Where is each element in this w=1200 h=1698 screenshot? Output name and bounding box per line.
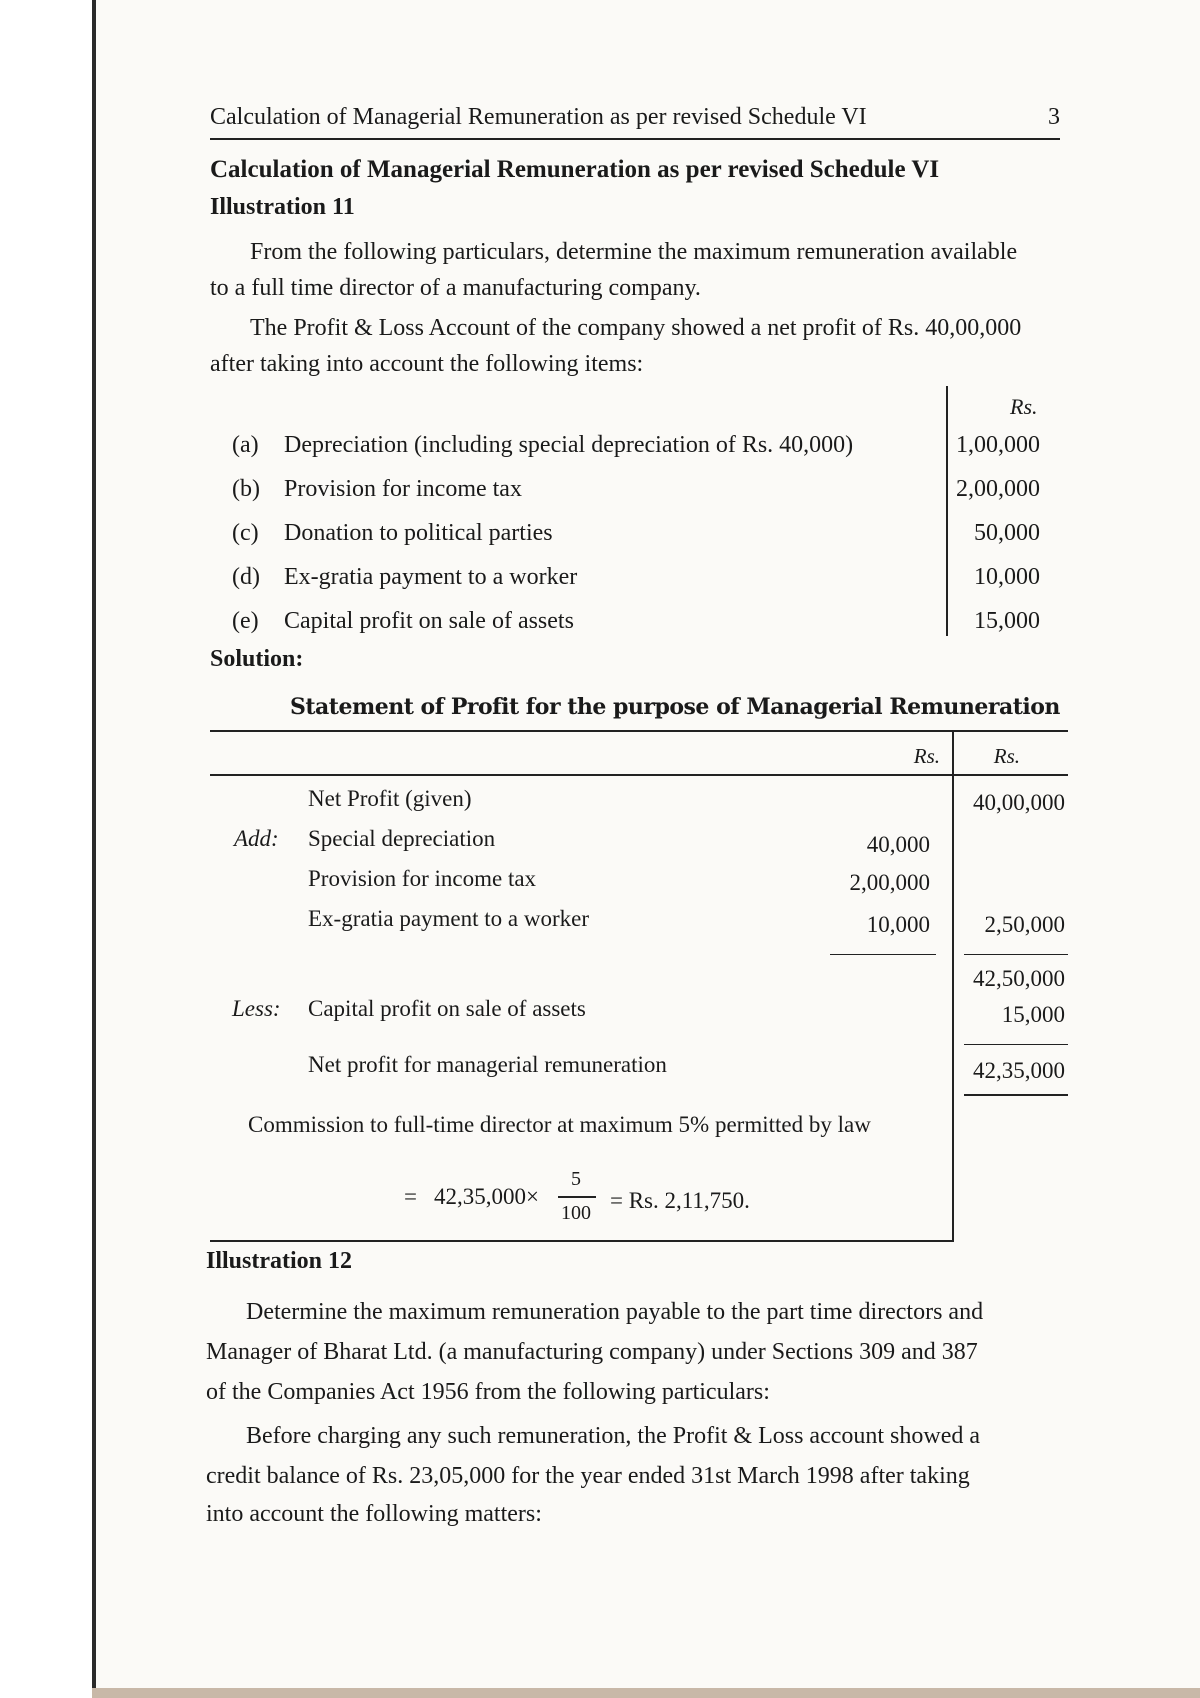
calc-prefix: = bbox=[404, 1184, 417, 1209]
calc-denominator: 100 bbox=[561, 1202, 591, 1224]
final-amount: 42,35,000 bbox=[973, 1058, 1065, 1083]
item-e-text: Capital profit on sale of assets bbox=[284, 608, 574, 634]
add-item-2-text: Provision for income tax bbox=[308, 866, 537, 891]
less-text: Capital profit on sale of assets bbox=[308, 996, 586, 1021]
item-a-label: (a) bbox=[232, 432, 259, 458]
item-a-amount: 1,00,000 bbox=[956, 432, 1040, 458]
add-label: Add: bbox=[234, 826, 279, 851]
add-item-2-amount: 2,00,000 bbox=[849, 870, 930, 895]
add-item-3-amount: 10,000 bbox=[866, 912, 930, 937]
add-item-1-amount: 40,000 bbox=[866, 832, 930, 857]
add-subtotal-rule bbox=[830, 954, 936, 955]
subtotal-amount: 42,50,000 bbox=[973, 966, 1065, 991]
ill12-para2-line2: credit balance of Rs. 23,05,000 for the year ended 31st March 1998 after taking bbox=[206, 1463, 970, 1489]
running-title: Calculation of Managerial Remuneration as per revised Schedule VI bbox=[210, 104, 867, 130]
ill12-para2-line1: Before charging any such remuneration, the Profit & Loss account showed a bbox=[246, 1423, 981, 1449]
ill12-para1-line3: of the Companies Act 1956 from the following particulars: bbox=[206, 1379, 770, 1405]
page-bottom-edge bbox=[92, 1688, 1200, 1698]
item-c-text: Donation to political parties bbox=[284, 520, 553, 546]
item-c-amount: 50,000 bbox=[974, 520, 1040, 546]
page-number: 3 bbox=[1048, 104, 1060, 130]
item-d-text: Ex-gratia payment to a worker bbox=[284, 564, 578, 590]
section-heading: Calculation of Managerial Remuneration as per revised Schedule VI bbox=[210, 156, 940, 183]
final-label: Net profit for managerial remuneration bbox=[308, 1052, 667, 1077]
subtotal-rule bbox=[964, 954, 1068, 955]
calc-base: 42,35,000× bbox=[434, 1184, 539, 1209]
final-bottom-rule bbox=[964, 1094, 1068, 1096]
ill11-para1-line1: From the following particulars, determine the maximum remuneration available bbox=[250, 239, 1018, 265]
ill11-para2-line1: The Profit & Loss Account of the company showed a net profit of Rs. 40,00,000 bbox=[250, 315, 1022, 341]
items-column-rule bbox=[946, 386, 948, 636]
add-item-3-text: Ex-gratia payment to a worker bbox=[308, 906, 589, 931]
item-a-text: Depreciation (including special depreciation of Rs. 40,000) bbox=[284, 432, 854, 458]
add-total-amount: 2,50,000 bbox=[984, 912, 1065, 937]
statement-title: Statement of Profit for the purpose of Managerial Remuneration bbox=[290, 694, 1060, 720]
calc-numerator: 5 bbox=[571, 1168, 581, 1190]
col-header-2: Rs. bbox=[993, 744, 1020, 768]
item-b-text: Provision for income tax bbox=[284, 476, 522, 502]
item-e-label: (e) bbox=[232, 608, 259, 634]
fraction-bar bbox=[558, 1196, 596, 1198]
net-profit-amount: 40,00,000 bbox=[973, 790, 1065, 815]
less-label: Less: bbox=[232, 996, 281, 1021]
add-item-1-text: Special depreciation bbox=[308, 826, 496, 851]
less-amount: 15,000 bbox=[1001, 1002, 1065, 1027]
final-top-rule bbox=[964, 1044, 1068, 1045]
ill12-para1-line2: Manager of Bharat Ltd. (a manufacturing company) under Sections 309 and 387 bbox=[206, 1339, 978, 1365]
solution-heading: Solution: bbox=[210, 646, 304, 672]
running-head bbox=[210, 104, 1060, 140]
item-d-label: (d) bbox=[232, 564, 260, 590]
ill11-para1-line2: to a full time director of a manufacturing company. bbox=[210, 275, 701, 301]
item-b-amount: 2,00,000 bbox=[956, 476, 1040, 502]
net-profit-label: Net Profit (given) bbox=[308, 786, 472, 811]
col-header-1: Rs. bbox=[913, 744, 940, 768]
ill12-para1-line1: Determine the maximum remuneration payable to the part time directors and bbox=[246, 1299, 984, 1325]
item-c-label: (c) bbox=[232, 520, 259, 546]
ill12-para2-line3: into account the following matters: bbox=[206, 1501, 542, 1527]
statement-header-rule bbox=[210, 774, 1068, 776]
illustration-12-heading: Illustration 12 bbox=[206, 1248, 353, 1274]
illustration-11-heading: Illustration 11 bbox=[210, 194, 355, 220]
items-currency-header: Rs. bbox=[1010, 394, 1038, 419]
item-d-amount: 10,000 bbox=[974, 564, 1040, 590]
statement-bottom-rule bbox=[210, 1240, 952, 1242]
item-b-label: (b) bbox=[232, 476, 260, 502]
item-e-amount: 15,000 bbox=[974, 608, 1040, 634]
commission-text: Commission to full-time director at maximum 5% permitted by law bbox=[248, 1112, 871, 1137]
calc-result: = Rs. 2,11,750. bbox=[610, 1188, 750, 1213]
statement-top-rule bbox=[210, 730, 1068, 732]
ill11-para2-line2: after taking into account the following items: bbox=[210, 351, 644, 377]
